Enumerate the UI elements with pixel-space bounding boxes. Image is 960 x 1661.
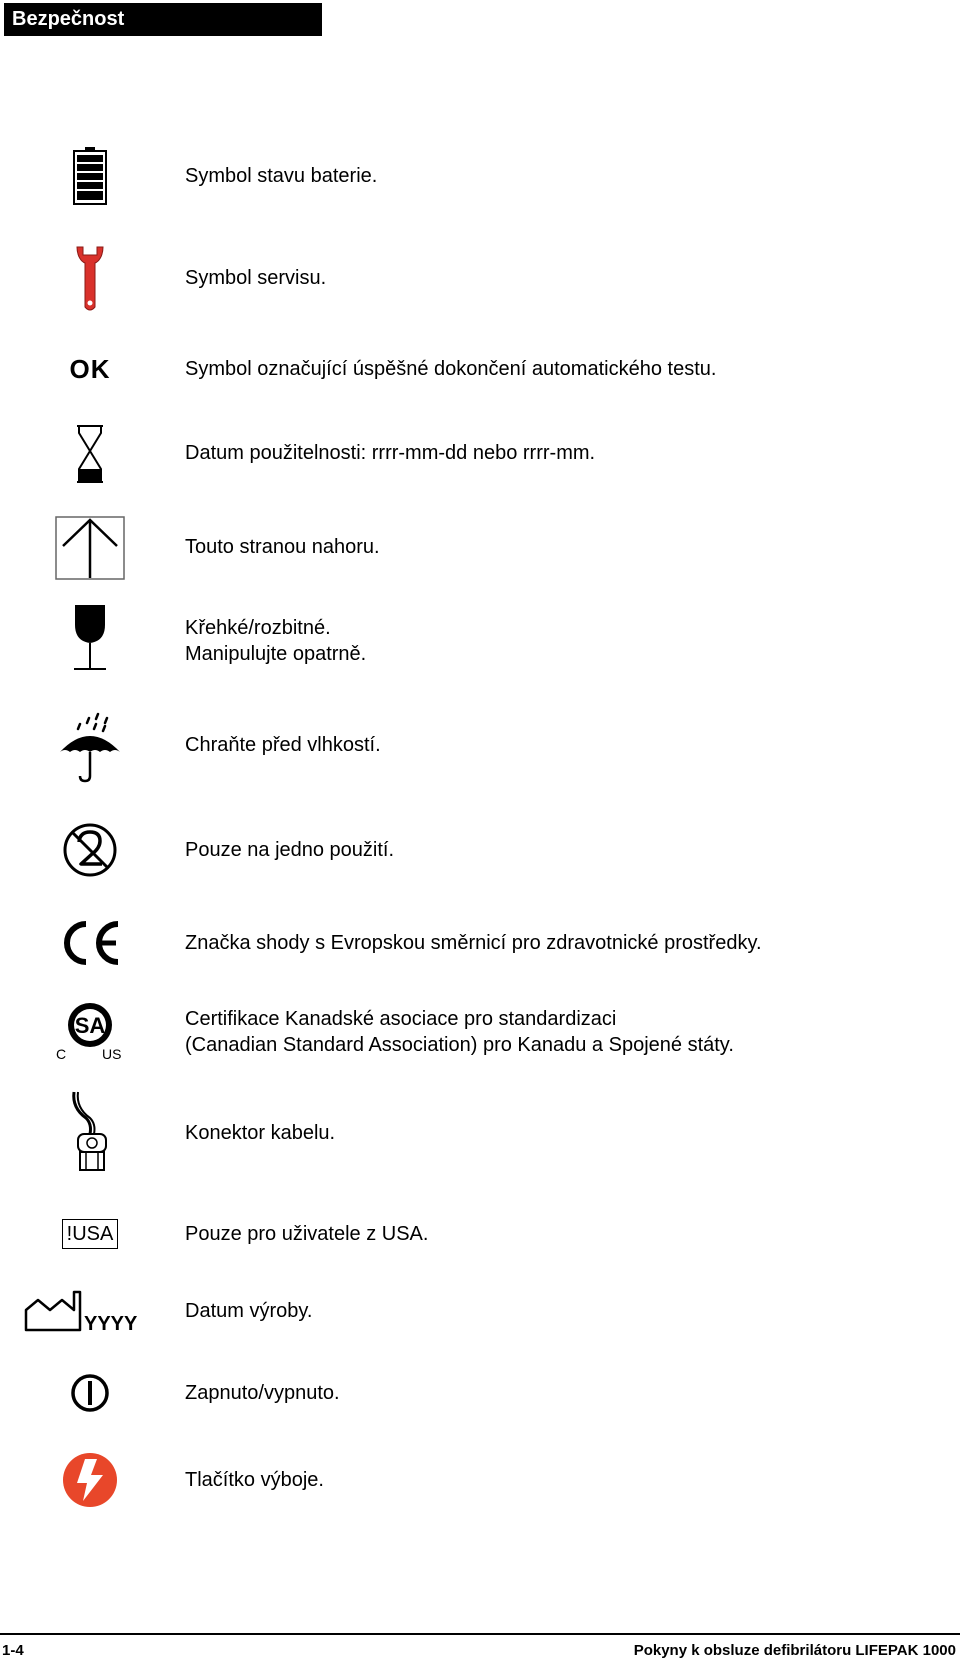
cable-connector-icon <box>20 1090 160 1172</box>
this-side-up-icon <box>20 516 160 580</box>
symbol-description: Symbol servisu. <box>185 267 327 289</box>
symbol-description: Zapnuto/vypnuto. <box>185 1382 340 1404</box>
symbol-description: Symbol stavu baterie. <box>185 165 378 187</box>
section-header <box>4 3 322 36</box>
fragile-glass-icon <box>20 605 160 671</box>
symbol-description: Datum použitelnosti: rrrr-mm-dd nebo rrrr-mm. <box>185 442 596 464</box>
symbol-description: Touto stranou nahoru. <box>185 536 380 558</box>
symbol-description: Konektor kabelu. <box>185 1122 336 1144</box>
csa-certification-icon <box>20 998 160 1064</box>
page-footer <box>0 1633 960 1661</box>
keep-dry-umbrella-icon <box>20 712 160 782</box>
section-title: Bezpečnost <box>12 8 125 30</box>
power-on-off-icon <box>20 1372 160 1414</box>
symbol-description: Pouze pro uživatele z USA. <box>185 1223 429 1245</box>
csa-right-label: US <box>102 1046 122 1062</box>
manufacture-date-icon <box>24 1290 144 1334</box>
shock-button-icon <box>20 1451 160 1509</box>
battery-status-icon <box>20 146 160 206</box>
symbol-description: Chraňte před vlhkostí. <box>185 734 381 756</box>
usa-only-icon: !USA <box>20 1217 160 1251</box>
svg-text:SA: SA <box>74 1013 106 1038</box>
service-wrench-icon <box>20 243 160 313</box>
svg-text:YYYY: YYYY <box>84 1313 138 1335</box>
symbol-description: Pouze na jedno použití. <box>185 839 395 861</box>
ce-mark-icon <box>20 918 160 968</box>
symbol-description: Tlačítko výboje. <box>185 1469 324 1491</box>
symbol-description: Datum výroby. <box>185 1300 313 1322</box>
symbol-description: Symbol označující úspěšné dokončení automatického testu. <box>185 358 717 380</box>
single-use-icon <box>20 822 160 878</box>
expiration-hourglass-icon <box>20 424 160 484</box>
ok-test-icon: OK <box>69 353 111 384</box>
document-title: Pokyny k obsluze defibrilátoru LIFEPAK 1000 <box>633 1642 956 1659</box>
symbol-description: Certifikace Kanadské asociace pro standardizaci (Canadian Standard Association) pro Kanadu a Spojené státy. <box>185 1008 734 1056</box>
page-number: 1-4 <box>2 1642 24 1659</box>
symbol-description: Křehké/rozbitné. Manipulujte opatrně. <box>185 617 367 665</box>
csa-left-label: C <box>56 1046 67 1062</box>
symbol-description: Značka shody s Evropskou směrnicí pro zdravotnické prostředky. <box>185 932 762 954</box>
